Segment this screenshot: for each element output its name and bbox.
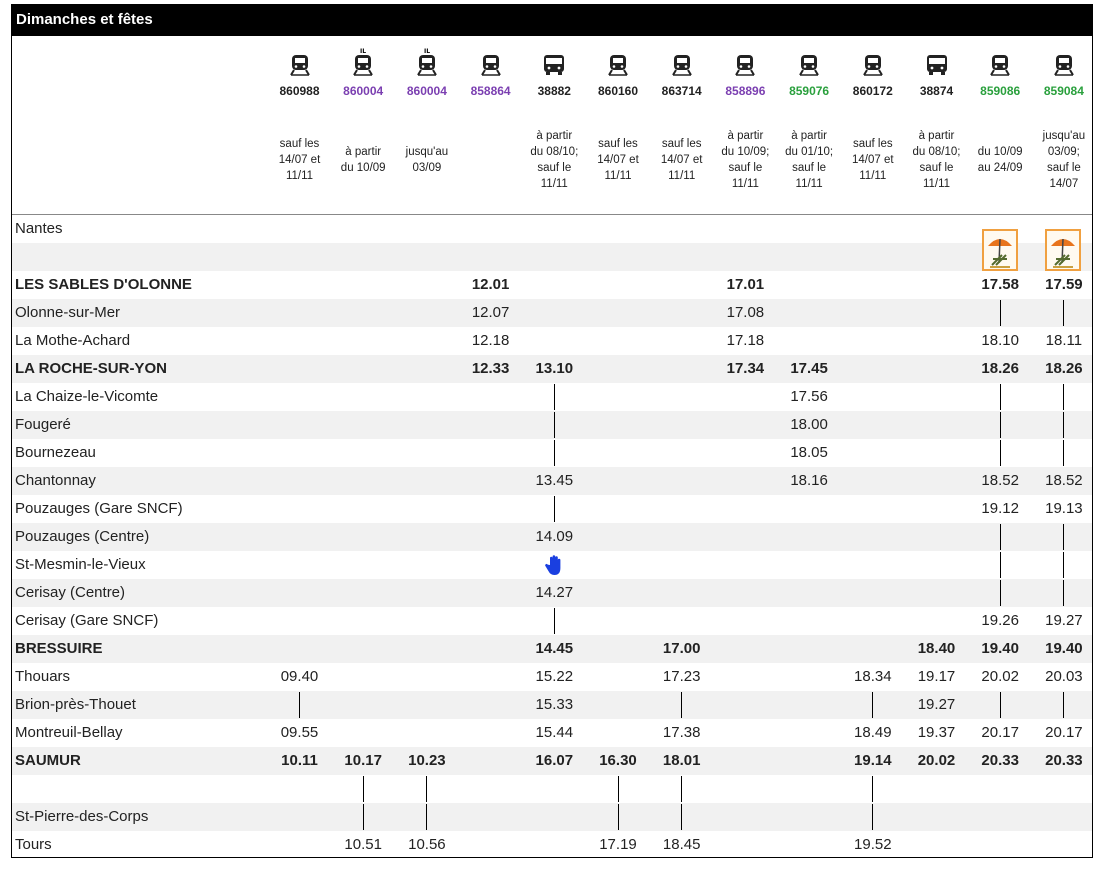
table-row [12,803,1092,831]
tgv-train-icon [395,46,458,76]
pass-through-line [872,776,873,802]
pass-through-line [1063,552,1064,578]
train-number: 860160 [597,84,639,98]
pass-through-line [1000,300,1001,326]
train-icon [587,46,650,76]
train-number: 859086 [980,84,1021,98]
timetable [11,4,1093,858]
train-number: 38882 [537,84,571,98]
departure-time: 12.01 [471,276,510,293]
departure-time: 20.17 [1045,724,1083,741]
table-row [12,215,1092,243]
pass-through-line [618,776,619,802]
departure-time: 10.17 [344,752,382,769]
departure-time: 17.45 [790,360,828,377]
service-note: sauf les 14/07 et 11/11 [278,138,321,182]
bus-icon [905,46,968,76]
train-column-860172 [841,36,904,182]
departure-time: 10.23 [408,752,446,769]
departure-time: 17.58 [981,276,1019,293]
station-name: Cerisay (Gare SNCF) [15,612,159,629]
train-number: 859084 [1043,84,1084,98]
svg-text:IL: IL [423,48,430,55]
station-name: La Mothe-Achard [15,332,131,349]
train-icon [1032,46,1095,76]
departure-time: 19.13 [1045,500,1083,517]
departure-time: 18.49 [854,724,892,741]
departure-time: 10.51 [344,836,382,853]
pass-through-line [1000,412,1001,438]
table-row [12,495,1092,523]
departure-time: 19.27 [1045,612,1083,629]
departure-time: 10.11 [281,752,318,769]
train-icon [459,46,522,76]
departure-time: 19.14 [854,752,892,769]
departure-time: 16.30 [599,752,637,769]
train-number: 860988 [279,84,320,98]
train-icon [778,46,841,76]
pass-through-line [1000,692,1001,718]
train-column-858864 [459,36,522,98]
pass-through-line [1000,524,1001,550]
svg-text:IL: IL [360,48,367,55]
train-number: 860004 [343,84,384,98]
departure-time: 20.33 [981,752,1019,769]
table-row [12,439,1092,467]
service-note: à partir du 10/09 [340,146,386,174]
service-note: jusqu'au 03/09; sauf le 14/07 [1042,130,1086,190]
departure-time: 17.38 [662,724,701,741]
train-icon [969,46,1032,76]
bus-icon [523,46,586,76]
table-row [12,355,1092,383]
table-row [12,747,1092,775]
train-column-860004 [395,36,458,174]
departure-time: 19.40 [981,640,1019,657]
station-name: SAUMUR [15,752,81,769]
pass-through-line [1000,384,1001,410]
pass-through-line [681,776,682,802]
train-header [12,36,1092,215]
departure-time: 17.19 [599,836,637,853]
departure-time: 20.17 [981,724,1019,741]
station-name: BRESSUIRE [15,640,103,657]
station-name: Montreuil-Bellay [15,724,123,741]
departure-time: 18.34 [854,668,892,685]
service-note: sauf les 14/07 et 11/11 [660,138,703,182]
train-icon [841,46,904,76]
departure-time: 14.45 [535,640,574,657]
departure-time: 20.02 [981,668,1019,685]
station-name: LES SABLES D'OLONNE [15,276,192,293]
departure-time: 09.40 [280,668,319,685]
departure-time: 12.33 [471,360,510,377]
beach-umbrella-icon [982,229,1018,271]
station-name: Fougeré [15,416,71,433]
pass-through-line [554,608,555,634]
pass-through-line [363,804,364,830]
station-name: Pouzauges (Centre) [15,528,150,545]
station-name: Olonne-sur-Mer [15,304,121,321]
train-column-860988 [268,36,331,182]
beach-umbrella-icon [1045,229,1081,271]
pass-through-line [1000,552,1001,578]
departure-time: 17.59 [1045,276,1083,293]
train-column-859086 [969,36,1032,174]
departure-time: 18.40 [917,640,956,657]
table-row [12,271,1092,299]
departure-time: 15.33 [535,696,574,713]
departure-time: 15.44 [535,724,574,741]
table-row [12,411,1092,439]
pass-through-line [426,776,427,802]
pass-through-line [363,776,364,802]
departure-time: 12.18 [471,332,510,349]
departure-time: 12.07 [471,304,510,321]
departure-time: 19.26 [981,612,1019,629]
departure-time: 14.27 [535,584,574,601]
pass-through-line [1000,580,1001,606]
train-number: 858864 [470,84,511,98]
departure-time: 18.26 [981,360,1019,377]
departure-time: 18.52 [981,472,1019,489]
departure-time: 17.18 [726,332,765,349]
train-number: 863714 [661,84,702,98]
pass-through-line [681,804,682,830]
service-note: jusqu'au 03/09 [405,146,449,174]
departure-time: 19.27 [917,696,956,713]
table-row [12,243,1092,271]
departure-time: 17.23 [662,668,701,685]
station-name: Bournezeau [15,444,96,461]
table-row [12,607,1092,635]
station-name: La Chaize-le-Vicomte [15,388,159,405]
service-note: sauf les 14/07 et 11/11 [597,138,639,182]
departure-time: 18.26 [1045,360,1083,377]
pass-through-line [681,692,682,718]
departure-time: 15.22 [535,668,574,685]
table-row [12,719,1092,747]
timetable-title: Dimanches et fêtes [12,5,1092,36]
pass-through-line [554,384,555,410]
station-name: LA ROCHE-SUR-YON [15,360,167,377]
pass-through-line [299,692,300,718]
service-note: à partir du 08/10; sauf le 11/11 [530,130,579,190]
station-name: St-Pierre-des-Corps [15,808,149,825]
departure-time: 17.08 [726,304,765,321]
pass-through-line [1063,440,1064,466]
train-column-858896 [714,36,777,190]
departure-time: 10.56 [408,836,446,853]
departure-time: 13.45 [535,472,574,489]
train-column-860004 [332,36,395,174]
pass-through-line [872,692,873,718]
train-number: 38874 [919,84,954,98]
departure-time: 19.12 [981,500,1019,517]
service-note: à partir du 10/09; sauf le 11/11 [721,130,770,190]
table-row [12,299,1092,327]
departure-time: 18.45 [662,836,701,853]
departure-time: 18.52 [1045,472,1083,489]
departure-time: 17.01 [726,276,765,293]
service-note: sauf les 14/07 et 11/11 [852,138,894,182]
train-column-859084 [1032,36,1095,190]
departure-time: 20.03 [1045,668,1083,685]
departure-time: 18.16 [790,472,828,489]
pass-through-line [426,804,427,830]
departure-time: 18.01 [662,752,701,769]
departure-time: 18.00 [790,416,828,433]
station-name: St-Mesmin-le-Vieux [15,556,146,573]
table-row [12,663,1092,691]
train-number: 860172 [852,84,893,98]
departure-time: 19.17 [917,668,956,685]
pass-through-line [1063,692,1064,718]
departure-time: 17.00 [662,640,701,657]
train-number: 859076 [789,84,830,98]
train-icon [268,46,331,76]
departure-time: 14.09 [535,528,574,545]
tgv-train-icon [332,46,395,76]
train-column-860160 [587,36,650,182]
pass-through-line [1063,580,1064,606]
departure-time: 19.52 [854,836,892,853]
pass-through-line [1063,524,1064,550]
departure-time: 19.37 [917,724,956,741]
train-column-863714 [650,36,713,182]
table-row [12,775,1092,803]
service-note: à partir du 08/10; sauf le 11/11 [912,130,961,190]
departure-time: 13.10 [535,360,574,377]
train-column-859076 [778,36,841,190]
departure-time: 18.05 [790,444,828,461]
station-name: Thouars [15,668,71,685]
station-name: Nantes [15,220,63,237]
pass-through-line [1063,384,1064,410]
departure-time: 19.40 [1045,640,1083,657]
station-name: Chantonnay [15,472,96,489]
service-note: à partir du 01/10; sauf le 11/11 [785,130,834,190]
station-name: Tours [15,836,52,853]
table-row [12,691,1092,719]
departure-time: 18.10 [981,332,1019,349]
pass-through-line [1000,440,1001,466]
service-note [459,120,522,200]
pass-through-line [1063,300,1064,326]
table-row [12,523,1092,551]
request-stop-hand-icon [543,553,567,577]
table-row [12,327,1092,355]
pass-through-line [1063,412,1064,438]
train-icon [650,46,713,76]
table-row [12,551,1092,579]
train-column-38874 [905,36,968,190]
service-note: du 10/09 au 24/09 [977,146,1023,174]
departure-time: 18.11 [1045,332,1083,349]
departure-time: 09.55 [280,724,319,741]
table-row [12,831,1092,859]
station-name: Brion-près-Thouet [15,696,136,713]
departure-time: 20.02 [917,752,956,769]
departure-time: 17.56 [790,388,828,405]
pass-through-line [872,804,873,830]
pass-through-line [554,412,555,438]
station-name: Cerisay (Centre) [15,584,126,601]
station-name: Pouzauges (Gare SNCF) [15,500,183,517]
departure-time: 16.07 [535,752,574,769]
table-row [12,579,1092,607]
pass-through-line [554,440,555,466]
table-row [12,383,1092,411]
pass-through-line [618,804,619,830]
train-column-38882 [523,36,586,190]
train-icon [714,46,777,76]
train-number: 858896 [725,84,766,98]
table-row [12,635,1092,663]
timetable-rows [12,215,1092,859]
departure-time: 20.33 [1045,752,1083,769]
departure-time: 17.34 [726,360,765,377]
train-number: 860004 [406,84,447,98]
table-row [12,467,1092,495]
pass-through-line [554,496,555,522]
